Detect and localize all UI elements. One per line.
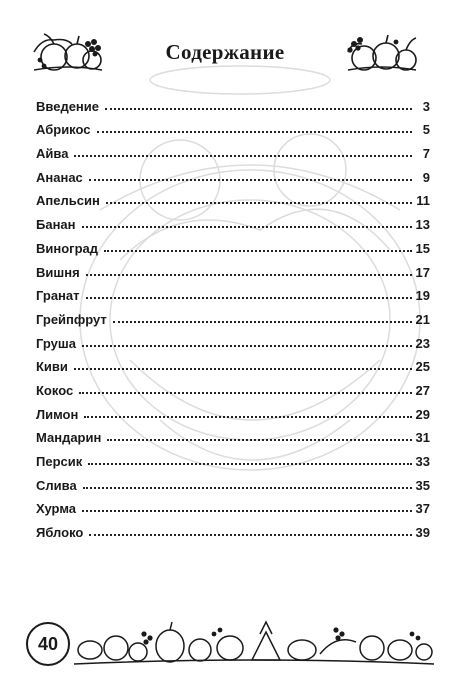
- toc-entry-page: 27: [415, 382, 430, 398]
- toc-entry-page: 5: [422, 122, 430, 138]
- toc-entry-page: 33: [415, 454, 430, 469]
- page-header: [0, 30, 450, 80]
- toc-entry-label: Яблоко: [36, 525, 84, 541]
- toc-entry-label: Персик: [36, 454, 83, 469]
- toc-leader-dots: [84, 416, 411, 418]
- toc-leader-dots: [79, 392, 411, 394]
- toc-entry-label: Банан: [36, 217, 76, 233]
- toc-entry-page: 35: [415, 477, 430, 493]
- toc-leader-dots: [88, 463, 411, 465]
- toc-leader-dots: [82, 345, 412, 347]
- toc-entry-label: Мандарин: [36, 430, 102, 446]
- toc-row: [36, 445, 430, 469]
- toc-entry-label: Груша: [36, 335, 76, 351]
- toc-leader-dots: [82, 510, 412, 512]
- toc-leader-dots: [74, 155, 412, 157]
- toc-row: [36, 161, 430, 185]
- toc-leader-dots: [74, 368, 412, 370]
- toc-entry-page: 9: [422, 169, 430, 185]
- toc-entry-label: Вишня: [36, 264, 80, 280]
- toc-row: [36, 280, 430, 304]
- toc-entry-label: Ананас: [36, 169, 83, 185]
- toc-row: [36, 232, 430, 256]
- toc-entry-page: 37: [415, 501, 430, 517]
- toc-row: [36, 351, 430, 375]
- toc-entry-label: Виноград: [36, 240, 99, 256]
- toc-leader-dots: [89, 179, 412, 181]
- toc-leader-dots: [82, 226, 412, 228]
- toc-leader-dots: [89, 534, 411, 536]
- fruit-border-icon: [74, 620, 434, 670]
- toc-row: [36, 516, 430, 540]
- toc-row: [36, 114, 430, 138]
- toc-entry-page: 11: [416, 193, 430, 209]
- toc-entry-page: 23: [415, 335, 430, 351]
- toc-entry-page: 31: [415, 430, 430, 446]
- page-number: 40: [26, 622, 70, 666]
- toc-row: [36, 303, 430, 327]
- toc-entry-label: Апельсин: [36, 193, 100, 209]
- toc-entry-label: Абрикос: [36, 122, 91, 138]
- toc-entry-page: 15: [415, 240, 430, 256]
- toc-entry-label: Гранат: [36, 288, 80, 304]
- toc-entry-page: 7: [422, 146, 430, 162]
- toc-entry-page: 29: [415, 406, 430, 422]
- toc-entry-label: Хурма: [36, 501, 77, 517]
- toc-row: [36, 90, 430, 114]
- toc-entry-label: Грейпфрут: [36, 311, 107, 327]
- page-title: Содержание: [165, 40, 285, 64]
- toc-leader-dots: [83, 487, 412, 489]
- toc-leader-dots: [106, 202, 412, 204]
- toc-entry-label: Кокос: [36, 382, 74, 398]
- toc-entry-page: 17: [415, 264, 430, 280]
- toc-entry-page: 19: [415, 288, 430, 304]
- toc-row: [36, 469, 430, 493]
- toc-leader-dots: [86, 297, 412, 299]
- toc-leader-dots: [97, 131, 412, 133]
- toc-row: [36, 374, 430, 398]
- toc-entry-label: Слива: [36, 477, 77, 493]
- toc-entry-label: Лимон: [36, 406, 79, 422]
- toc-entry-page: 39: [415, 525, 430, 541]
- toc-row: [36, 185, 430, 209]
- toc-entry-page: 3: [422, 98, 430, 114]
- toc-entry-page: 21: [415, 311, 430, 327]
- toc-entry-label: Введение: [36, 98, 99, 114]
- toc-leader-dots: [113, 321, 412, 323]
- toc-row: [36, 208, 430, 232]
- page-footer: [0, 616, 450, 700]
- toc-leader-dots: [86, 274, 412, 276]
- fruit-cluster-icon: [346, 30, 418, 74]
- toc-row: [36, 256, 430, 280]
- toc-entry-label: Киви: [36, 359, 68, 375]
- toc-entry-page: 13: [415, 217, 430, 233]
- toc-row: [36, 327, 430, 351]
- toc-leader-dots: [105, 108, 412, 110]
- toc-entry-page: 25: [415, 359, 430, 375]
- toc-leader-dots: [107, 439, 411, 441]
- toc-row: [36, 137, 430, 161]
- toc-row: [36, 398, 430, 422]
- toc-entry-label: Айва: [36, 146, 69, 162]
- table-of-contents: [36, 90, 430, 540]
- toc-leader-dots: [104, 250, 412, 252]
- toc-row: [36, 422, 430, 446]
- toc-row: [36, 493, 430, 517]
